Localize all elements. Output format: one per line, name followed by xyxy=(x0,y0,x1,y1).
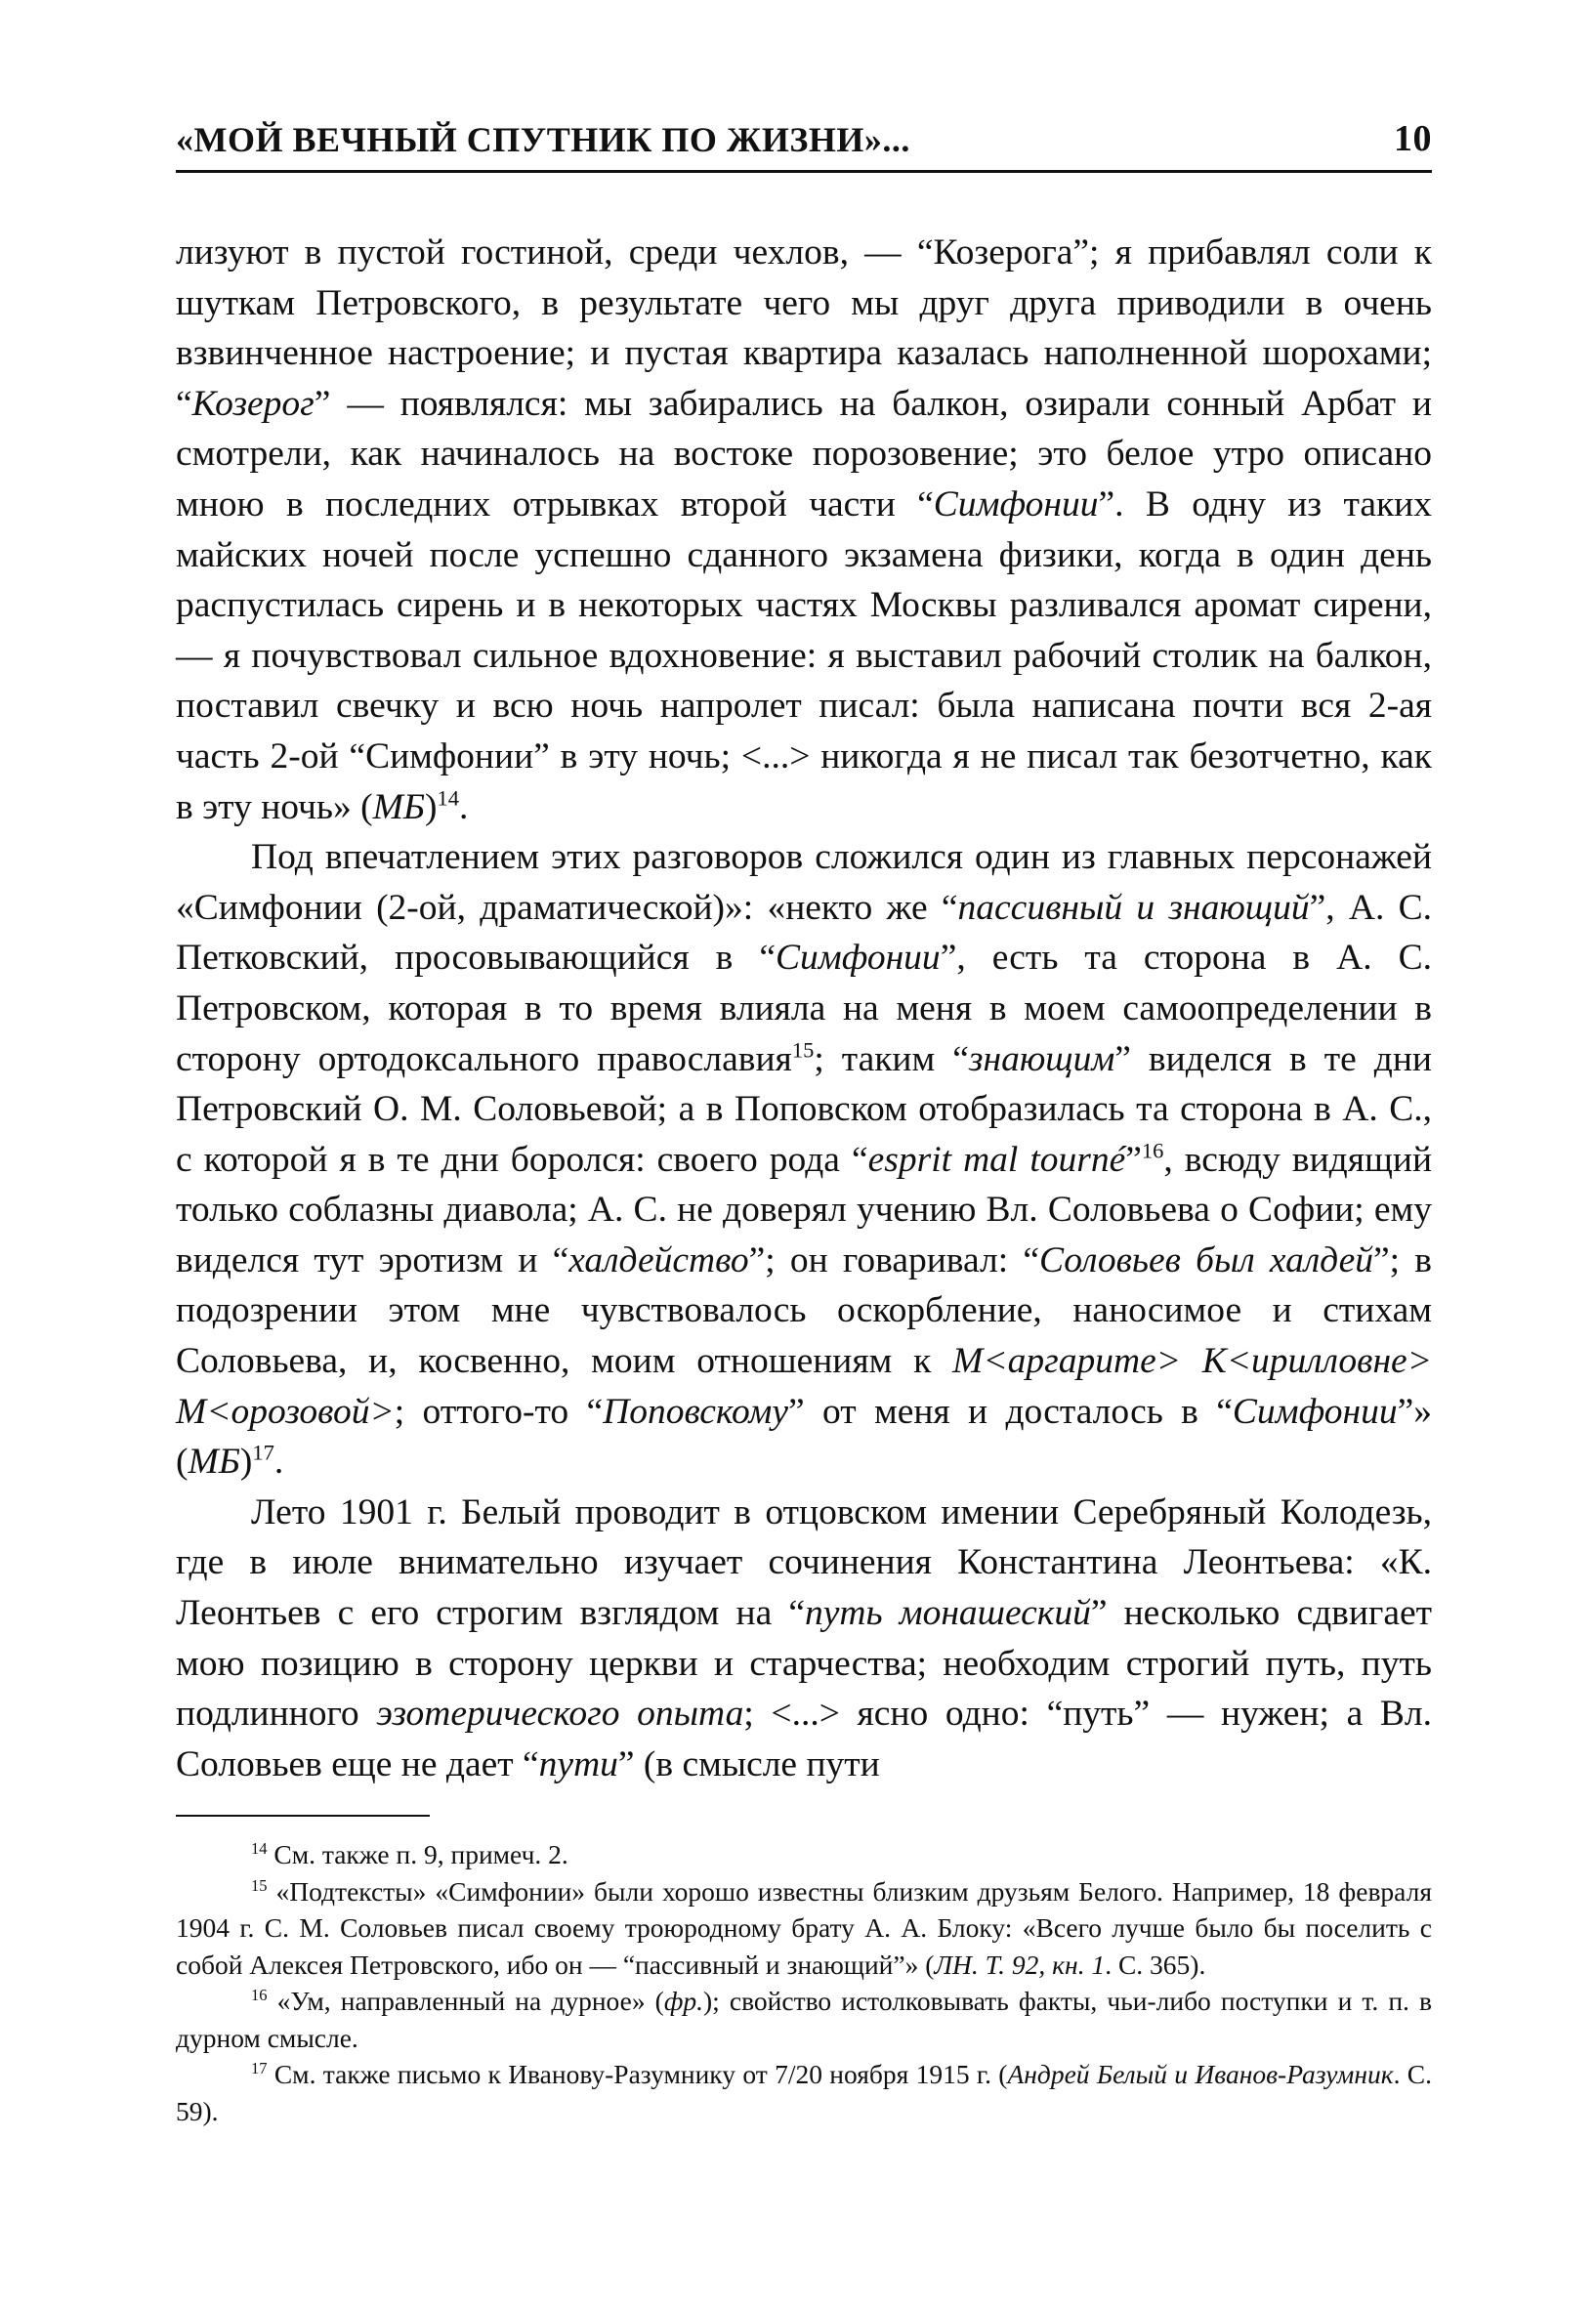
footnote-text: ); свойство истолковывать факты, чьи-либо поступки и т. п. в дурном смысле. xyxy=(176,1986,1432,2053)
footnote-text: См. также п. 9, примеч. 2. xyxy=(267,1839,568,1870)
italic-run: фр. xyxy=(663,1986,703,2017)
text-run: ”; в подозрении этом мне чувствовалось оскорбление, наносимое и стихам Соловьева, и, косвенно, моим отношениям к xyxy=(176,1239,1432,1382)
text-run: ”, А. С. Петковский, просовывающийся в “ xyxy=(176,887,1432,979)
footnote-number: 14 xyxy=(251,1839,268,1859)
text-run: ; <...> ясно одно: “путь” — нужен; а Вл. Соловьев еще не дает “ xyxy=(176,1694,1433,1784)
page-number: 10 xyxy=(1394,118,1432,159)
italic-run: МБ xyxy=(372,786,425,827)
footnote-ref-14[interactable]: 14 xyxy=(437,785,459,811)
italic-run: путь монашеский xyxy=(804,1593,1091,1634)
text-run: , всюду видящий только соблазны диавола; А. С. не доверял учению Вл. Соловьева о Софии; ему виделся тут эротизм и “ xyxy=(176,1139,1433,1280)
footnote-ref-16[interactable]: 16 xyxy=(1141,1138,1164,1163)
text-run: ”. В одну из таких майских ночей после успешно сданного экзамена физики, когда в один день распустилась сирень и в некоторых частях Москвы разливался аромат сирени, — я почувствовал сильное вдохновение: я выставил рабочий столик на балкон, поставил свечку и всю ночь напролет писал: была написана почти вся 2-ая часть 2-ой “Симфонии” в эту ночь; <...> никогда я не писал так безотчетно, как в эту ночь» ( xyxy=(176,483,1432,827)
italic-run: МБ xyxy=(188,1442,240,1483)
italic-run: Соловьев был халдей xyxy=(1038,1239,1374,1280)
text-run: Под впечатлением этих разговоров сложился один из главных персонажей «Симфонии (2-ой, драматической)»: «некто же “ xyxy=(176,837,1432,928)
text-run: . xyxy=(273,1442,284,1483)
italic-run: М<аргарите> К<ирилловне> М<орозовой> xyxy=(176,1341,1432,1432)
footnote-15 xyxy=(176,1873,1432,1984)
footnote-number: 16 xyxy=(251,1986,268,2005)
text-run: ” виделся в те дни Петровский О. М. Соловьевой; а в Поповском отобразилась та сторона в А. С., с которой я в те дни боролся: своего рода “ xyxy=(176,1038,1432,1180)
text-run: ” — появлялся: мы забирались на балкон, озирали сонный Арбат и смотрели, как начиналось на востоке порозовение; это белое утро описано мною в последних отрывках второй части “ xyxy=(176,383,1432,524)
footnote-ref-15[interactable]: 15 xyxy=(791,1037,815,1062)
footnote-text: «Подтексты» «Симфонии» были хорошо известны близким друзьям Белого. Например, 18 февраля 1904 г. С. М. Соловьев писал своему троюродному брату А. А. Блоку: «Всего лучше было бы поселить с собой Алексея Петровского, ибо он — “пассивный и знающий”» ( xyxy=(176,1875,1432,1980)
italic-run: пути xyxy=(538,1743,618,1784)
text-run: ” от меня и досталось в “ xyxy=(787,1391,1233,1432)
italic-run: ЛН. Т. 92, кн. 1 xyxy=(934,1949,1106,1980)
footnote-text: . С. 365). xyxy=(1105,1949,1206,1980)
footnote-number: 15 xyxy=(251,1875,268,1895)
italic-run: Поповскому xyxy=(603,1391,788,1432)
footnote-number: 17 xyxy=(251,2059,268,2078)
footnote-16 xyxy=(176,1983,1432,2056)
italic-run: знающим xyxy=(968,1038,1115,1079)
text-run: ”, есть та сторона в А. С. Петровском, которая в то время влияла на меня в моем самоопределении в сторону ортодоксального православия xyxy=(176,938,1433,1079)
paragraph-continued xyxy=(176,228,1432,832)
text-run: Лето 1901 г. Белый проводит в отцовском имении Серебряный Колодезь, где в июле внимательно изучает сочинения Константина Леонтьева: «К. Леонтьев с его строгим взглядом на “ xyxy=(176,1491,1432,1634)
text-run: ) xyxy=(424,786,438,827)
footnote-text: См. также письмо к Иванову-Разумнику от 7/20 ноября 1915 г. ( xyxy=(267,2059,1008,2090)
italic-run: Козерог xyxy=(191,383,315,424)
italic-run: эзотерического опыта xyxy=(376,1694,744,1735)
footnote-text: «Ум, направленный на дурное» ( xyxy=(267,1986,664,2017)
italic-run: пассивный и знающий xyxy=(957,887,1310,928)
italic-run: Андрей Белый и Иванов-Разумник xyxy=(1007,2059,1394,2090)
text-run: лизуют в пустой гостиной, среди чехлов, — “Козерога”; я прибавлял соли к шуткам Петровского, в результате чего мы друг друга приводили в очень взвинченное настроение; и пустая квартира казалась наполненной шорохами; “ xyxy=(176,232,1432,424)
italic-run: Симфонии xyxy=(1232,1391,1398,1432)
text-run: ” (в смысле пути xyxy=(617,1743,880,1784)
footnote-text: . С. 59). xyxy=(176,2059,1432,2126)
footnote-divider xyxy=(176,1815,430,1817)
italic-run: халдейство xyxy=(568,1239,749,1280)
text-run: ” xyxy=(1125,1139,1142,1180)
italic-run: Симфонии xyxy=(776,938,941,979)
text-run: ) xyxy=(239,1442,253,1483)
text-run: ” несколько сдвигает мою позицию в сторону церкви и старчества; необходим строгий путь, путь подлинного xyxy=(176,1593,1432,1735)
italic-run: esprit mal tourné xyxy=(867,1139,1126,1180)
footnote-17 xyxy=(176,2056,1432,2129)
footnote-ref-17[interactable]: 17 xyxy=(252,1440,274,1465)
running-head xyxy=(176,117,1432,173)
text-run: ; таким “ xyxy=(814,1038,969,1079)
running-head-title: «МОЙ ВЕЧНЫЙ СПУТНИК ПО ЖИЗНИ»... xyxy=(176,120,910,159)
italic-run: Симфонии xyxy=(933,483,1099,524)
text-run: ”» ( xyxy=(176,1391,1432,1483)
footnote-14 xyxy=(176,1836,1432,1873)
main-text xyxy=(176,228,1432,1789)
paragraph xyxy=(176,832,1432,1488)
text-run: . xyxy=(458,786,469,827)
text-run: ”; он говаривал: “ xyxy=(748,1239,1039,1280)
footnotes xyxy=(176,1836,1432,2129)
text-run: ; оттого-то “ xyxy=(394,1391,604,1432)
paragraph xyxy=(176,1488,1432,1790)
